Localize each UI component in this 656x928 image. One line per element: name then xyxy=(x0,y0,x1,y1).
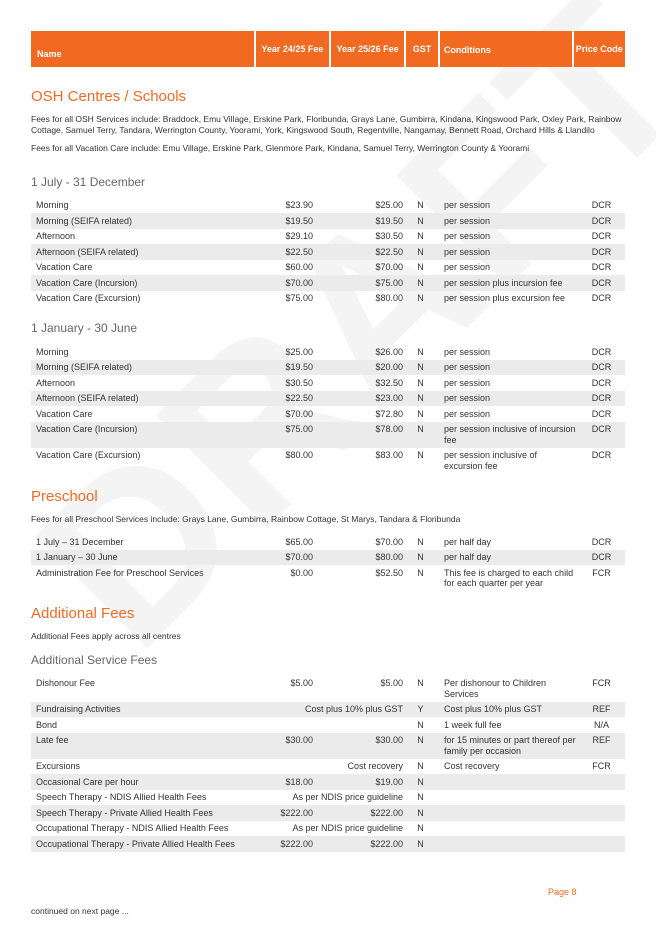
row-name: Morning (SEIFA related) xyxy=(36,215,133,226)
header-name: Name xyxy=(31,31,254,67)
row-year2-fee: $19.50 xyxy=(375,215,403,226)
row-year2-fee xyxy=(313,717,403,733)
row-year1-fee: $75.00 xyxy=(285,293,313,303)
row-price-code: DCR xyxy=(591,293,612,303)
table-row xyxy=(31,406,625,422)
table-row xyxy=(31,360,625,376)
additional-fees-table xyxy=(31,676,625,852)
table-row xyxy=(31,759,625,775)
continued-note: continued on next page ... xyxy=(31,906,129,916)
row-conditions xyxy=(438,774,578,790)
row-conditions: per session xyxy=(444,362,491,372)
row-conditions: Per dishonour to Children Services xyxy=(444,678,547,699)
row-gst: N xyxy=(417,246,424,257)
row-price-code: DCR xyxy=(591,262,612,272)
row-year2-fee: $72.80 xyxy=(375,408,403,419)
additional-service-fees-title: Additional Service Fees xyxy=(31,652,158,667)
page-number: Page 8 xyxy=(548,887,577,897)
row-gst: N xyxy=(417,792,424,802)
row-name: Afternoon (SEIFA related) xyxy=(36,393,139,403)
preschool-table xyxy=(31,534,625,591)
row-year1-fee: $25.00 xyxy=(285,346,313,357)
row-gst: N xyxy=(417,393,424,403)
row-name: Administration Fee for Preschool Services xyxy=(36,567,204,578)
row-gst: N xyxy=(417,823,424,833)
table-row xyxy=(31,229,625,245)
row-price-code: FCR xyxy=(592,567,611,578)
row-year2-fee: $26.00 xyxy=(375,346,403,357)
period2-title: 1 January - 30 June xyxy=(31,321,138,335)
row-name: Vacation Care xyxy=(36,408,93,419)
row-name: Bond xyxy=(36,719,58,730)
row-gst: N xyxy=(417,277,424,288)
row-price-code: DCR xyxy=(591,450,612,460)
row-name: Dishonour Fee xyxy=(36,678,96,688)
row-gst: N xyxy=(417,200,424,210)
row-year1-fee: $70.00 xyxy=(285,277,313,288)
row-conditions: per half day xyxy=(444,536,492,547)
row-year1-fee: $75.00 xyxy=(285,424,313,434)
row-year1-fee: $80.00 xyxy=(285,450,313,460)
row-year2-fee: $30.50 xyxy=(375,231,403,241)
table-row xyxy=(31,702,625,718)
row-gst: N xyxy=(417,567,424,578)
row-conditions xyxy=(438,836,578,852)
row-price-code: FCR xyxy=(592,761,611,771)
row-fee-span: As per NDIS price guideline xyxy=(292,792,403,802)
row-year1-fee: $70.00 xyxy=(285,408,313,419)
row-year2-fee: $20.00 xyxy=(375,362,403,372)
preschool-section-title: Preschool xyxy=(31,487,98,505)
table-row xyxy=(31,244,625,260)
row-conditions: per session xyxy=(444,393,491,403)
row-name: Morning (SEIFA related) xyxy=(36,362,133,372)
table-row xyxy=(31,550,625,566)
table-row xyxy=(31,805,625,821)
row-year1-fee: $5.00 xyxy=(290,678,313,688)
header-year1-fee: Year 24/25 Fee xyxy=(256,31,329,67)
header-year2-fee: Year 25/26 Fee xyxy=(331,31,404,67)
row-year2-fee: $80.00 xyxy=(375,293,403,303)
row-conditions: per session inclusive of incursion fee xyxy=(444,424,576,445)
row-year1-fee: $30.00 xyxy=(285,735,313,745)
row-conditions xyxy=(438,790,578,806)
row-year1-fee xyxy=(263,717,313,733)
table-row xyxy=(31,790,625,806)
row-price-code: DCR xyxy=(591,231,612,241)
row-conditions: per session xyxy=(444,408,491,419)
row-year2-fee: $75.00 xyxy=(375,277,403,288)
row-gst: N xyxy=(417,377,424,388)
document-body xyxy=(31,88,625,852)
row-gst: N xyxy=(417,231,424,241)
table-row xyxy=(31,344,625,360)
row-gst: N xyxy=(417,424,424,434)
row-year1-fee: $60.00 xyxy=(285,262,313,272)
row-year1-fee: $22.50 xyxy=(285,393,313,403)
row-price-code: DCR xyxy=(591,346,612,357)
row-year2-fee: $83.00 xyxy=(375,450,403,460)
row-gst: N xyxy=(417,346,424,357)
row-year2-fee: $32.50 xyxy=(375,377,403,388)
row-fee-span: Cost plus 10% plus GST xyxy=(304,704,403,714)
row-price-code: FCR xyxy=(592,678,611,688)
header-conditions: Conditions xyxy=(440,31,572,67)
row-gst: N xyxy=(417,450,424,460)
row-year2-fee: $52.50 xyxy=(375,567,403,578)
vacation-care-paragraph: Fees for all Vacation Care include: Emu Village, Erskine Park, Glenmore Park, Kindana, Samuel Terry, Werrington County & Yoorami xyxy=(31,143,530,153)
row-gst: N xyxy=(417,262,424,272)
table-row xyxy=(31,565,625,591)
row-year1-fee: $70.00 xyxy=(285,552,313,562)
table-row xyxy=(31,836,625,852)
row-name: Vacation Care (Incursion) xyxy=(36,424,138,434)
row-gst: N xyxy=(417,776,424,787)
row-gst: N xyxy=(417,735,424,745)
row-year2-fee: $23.00 xyxy=(375,393,403,403)
row-gst: N xyxy=(417,362,424,372)
row-price-code xyxy=(578,836,625,852)
row-year2-fee: $70.00 xyxy=(375,262,403,272)
row-year2-fee: $25.00 xyxy=(375,200,403,210)
row-price-code xyxy=(578,774,625,790)
row-gst: N xyxy=(417,408,424,419)
row-year1-fee: $23.90 xyxy=(285,200,313,210)
row-conditions xyxy=(438,805,578,821)
row-gst: N xyxy=(417,552,424,562)
row-conditions: per session xyxy=(444,246,491,257)
row-conditions: 1 week full fee xyxy=(444,719,502,730)
table-row xyxy=(31,291,625,307)
row-year1-fee: $18.00 xyxy=(285,776,313,787)
row-gst: N xyxy=(417,215,424,226)
row-price-code: DCR xyxy=(591,424,612,434)
table-row xyxy=(31,422,625,448)
row-year1-fee: $65.00 xyxy=(285,536,313,547)
row-price-code xyxy=(578,790,625,806)
row-price-code xyxy=(578,821,625,837)
row-conditions: per session xyxy=(444,215,491,226)
row-gst: Y xyxy=(417,704,424,714)
osh-services-paragraph: Fees for all OSH Services include: Braddock, Emu Village, Erskine Park, Floribunda, Grays Lane, Gumbirra, Kindana, Kingswood Park, Oxley Park, Rainbow Cottage, Samuel Terry, Tandara, Werrington County, Yoorami, York, Kingswood South, Regentville, Nangamay, Bennett Road, Orchard Hills & Llandilo xyxy=(31,114,622,135)
table-row xyxy=(31,375,625,391)
row-name: 1 January – 30 June xyxy=(36,552,118,562)
row-name: Speech Therapy - NDIS Allied Health Fees xyxy=(36,792,207,802)
row-conditions: Cost plus 10% plus GST xyxy=(444,704,543,714)
row-conditions: per session inclusive of excursion fee xyxy=(444,450,538,471)
row-year2-fee: $5.00 xyxy=(380,678,403,688)
row-fee-span: Cost recovery xyxy=(347,761,403,771)
row-price-code: DCR xyxy=(591,277,612,288)
row-year1-fee: $19.50 xyxy=(285,362,313,372)
preschool-paragraph: Fees for all Preschool Services include: Grays Lane, Gumbirra, Rainbow Cottage, St Marys, Tandara & Floribunda xyxy=(31,513,461,524)
table-row xyxy=(31,213,625,229)
row-conditions: per session xyxy=(444,231,491,241)
table-row xyxy=(31,260,625,276)
table-header xyxy=(31,31,625,67)
row-price-code: DCR xyxy=(591,215,612,226)
row-price-code: REF xyxy=(592,735,611,745)
row-year2-fee: $22.50 xyxy=(375,246,403,257)
row-gst: N xyxy=(417,536,424,547)
row-price-code xyxy=(578,805,625,821)
row-gst: N xyxy=(417,293,424,303)
row-year2-fee: $222.00 xyxy=(370,807,403,818)
row-conditions: for 15 minutes or part thereof per family per occasion xyxy=(444,735,576,756)
row-year1-fee: $19.50 xyxy=(285,215,313,226)
row-name: Occupational Therapy - Private Allied Health Fees xyxy=(36,838,235,849)
row-name: Late fee xyxy=(36,735,69,745)
additional-fees-paragraph: Additional Fees apply across all centres xyxy=(31,631,181,641)
row-name: Occasional Care per hour xyxy=(36,776,139,787)
row-name: Afternoon (SEIFA related) xyxy=(36,246,139,257)
additional-fees-title: Additional Fees xyxy=(31,605,135,622)
period2-table xyxy=(31,344,625,474)
row-name: Afternoon xyxy=(36,231,76,241)
row-price-code: DCR xyxy=(591,200,612,210)
row-price-code: DCR xyxy=(591,536,612,547)
period1-table xyxy=(31,198,625,307)
table-row xyxy=(31,198,625,214)
row-conditions: per session xyxy=(444,200,491,210)
row-conditions: per session plus incursion fee xyxy=(444,277,563,288)
row-year2-fee: $80.00 xyxy=(375,552,403,562)
row-year2-fee: $222.00 xyxy=(370,838,403,849)
table-row xyxy=(31,391,625,407)
row-price-code: DCR xyxy=(591,377,612,388)
row-conditions: per session xyxy=(444,346,491,357)
table-row xyxy=(31,275,625,291)
row-name: Afternoon xyxy=(36,377,76,388)
row-name: Vacation Care xyxy=(36,262,93,272)
table-row xyxy=(31,534,625,550)
row-conditions: Cost recovery xyxy=(444,761,500,771)
row-name: Vacation Care (Excursion) xyxy=(36,293,141,303)
row-year1-fee: $222.00 xyxy=(280,838,313,849)
row-year1-fee: $30.50 xyxy=(285,377,313,388)
row-year2-fee: $70.00 xyxy=(375,536,403,547)
row-name: Occupational Therapy - NDIS Allied Health Fees xyxy=(36,823,229,833)
table-row xyxy=(31,774,625,790)
row-year1-fee: $0.00 xyxy=(290,567,313,578)
header-gst: GST xyxy=(406,31,438,67)
row-conditions: This fee is charged to each child for each quarter per year xyxy=(444,567,574,588)
table-row xyxy=(31,733,625,759)
osh-section-title: OSH Centres / Schools xyxy=(31,88,187,105)
row-gst: N xyxy=(417,807,424,818)
row-year2-fee: $30.00 xyxy=(375,735,403,745)
row-gst: N xyxy=(417,838,424,849)
table-row xyxy=(31,448,625,474)
row-year2-fee: $19.00 xyxy=(375,776,403,787)
row-price-code: REF xyxy=(592,704,611,714)
row-conditions: per session xyxy=(444,377,491,388)
row-year1-fee: $222.00 xyxy=(280,807,313,818)
row-name: Vacation Care (Incursion) xyxy=(36,277,138,288)
row-price-code: N/A xyxy=(593,719,609,730)
row-conditions: per half day xyxy=(444,552,492,562)
row-price-code: DCR xyxy=(591,408,612,419)
row-name: 1 July – 31 December xyxy=(36,536,124,547)
row-year2-fee: $78.00 xyxy=(375,424,403,434)
row-year1-fee: $29.10 xyxy=(285,231,313,241)
header-price-code: Price Code xyxy=(574,31,625,67)
row-price-code: DCR xyxy=(591,393,612,403)
table-row xyxy=(31,821,625,837)
row-conditions: per session plus excursion fee xyxy=(444,293,566,303)
row-price-code: DCR xyxy=(591,246,612,257)
row-gst: N xyxy=(417,678,424,688)
row-name: Morning xyxy=(36,346,69,357)
row-gst: N xyxy=(417,719,424,730)
row-price-code: DCR xyxy=(591,552,612,562)
row-year1-fee: $22.50 xyxy=(285,246,313,257)
table-row xyxy=(31,717,625,733)
period1-title: 1 July - 31 December xyxy=(31,174,146,189)
row-name: Vacation Care (Excursion) xyxy=(36,450,141,460)
row-conditions xyxy=(438,821,578,837)
row-gst: N xyxy=(417,761,424,771)
row-name: Morning xyxy=(36,200,69,210)
row-name: Speech Therapy - Private Allied Health Fees xyxy=(36,807,213,818)
table-row xyxy=(31,676,625,702)
row-name: Fundraising Activities xyxy=(36,704,121,714)
row-price-code: DCR xyxy=(591,362,612,372)
row-conditions: per session xyxy=(444,262,491,272)
row-fee-span: As per NDIS price guideline xyxy=(292,823,403,833)
row-name: Excursions xyxy=(36,761,81,771)
